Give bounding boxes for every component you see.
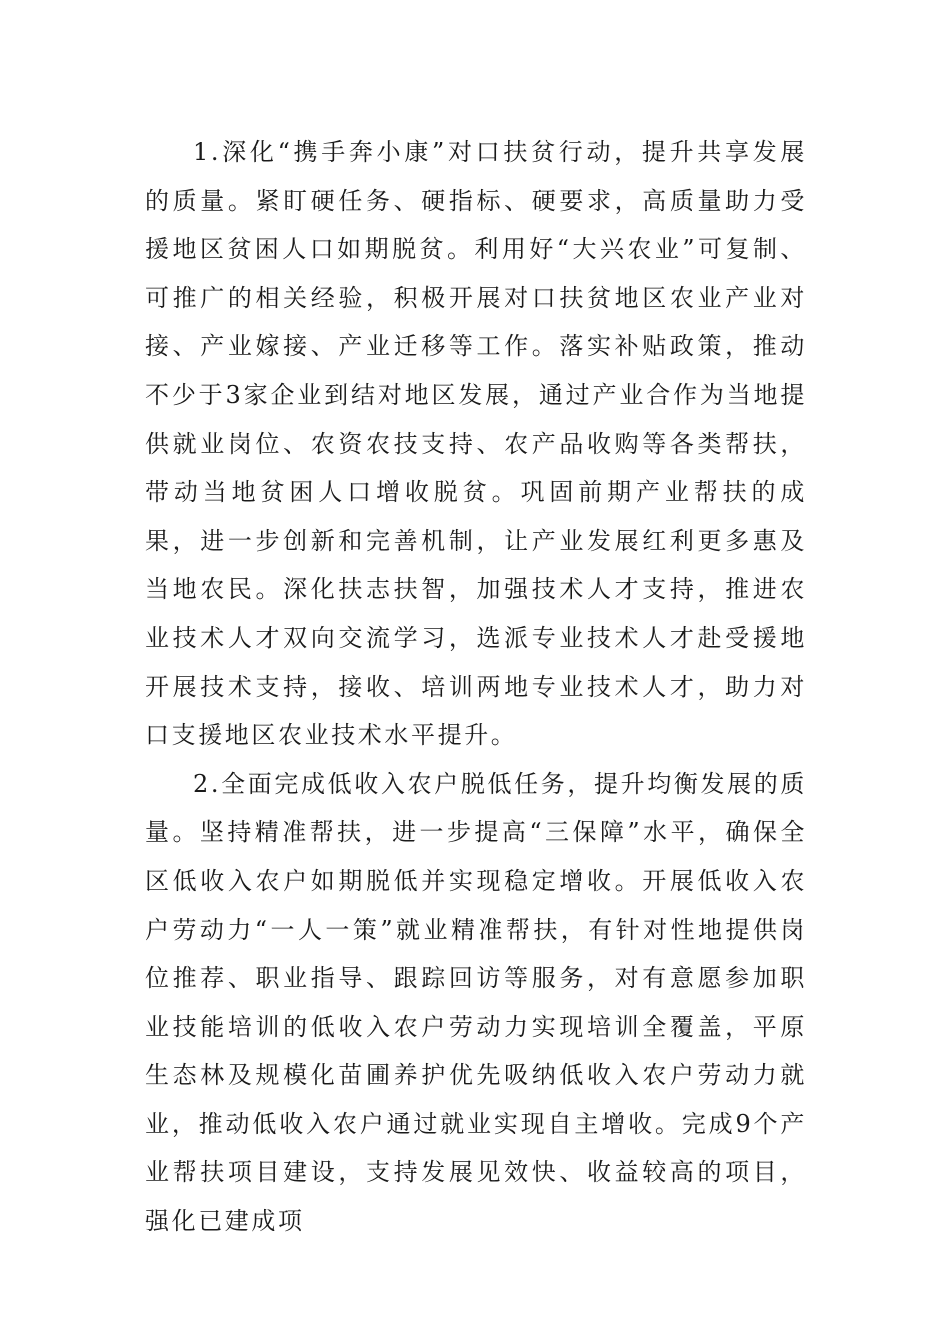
paragraph-2: 2.全面完成低收入农户脱低任务，提升均衡发展的质量。坚持精准帮扶，进一步提高“三保障”水平，确保全区低收入农户如期脱低并实现稳定增收。开展低收入农户劳动力“一人一策”就业精准帮扶，有针对性地提供岗位推荐、职业指导、跟踪回访等服务，对有意愿参加职业技能培训的低收入农户劳动力实现培训全覆盖，平原生态林及规模化苗圃养护优先吸纳低收入农户劳动力就业，推动低收入农户通过就业实现自主增收。完成9个产业帮扶项目建设，支持发展见效快、收益较高的项目，强化已建成项: [145, 769, 807, 1236]
document-body: [145, 128, 807, 1246]
paragraph-1: 1.深化“携手奔小康”对口扶贫行动，提升共享发展的质量。紧盯硬任务、硬指标、硬要求，高质量助力受援地区贫困人口如期脱贫。利用好“大兴农业”可复制、可推广的相关经验，积极开展对口扶贫地区农业产业对接、产业嫁接、产业迁移等工作。落实补贴政策，推动不少于3家企业到结对地区发展，通过产业合作为当地提供就业岗位、农资农技支持、农产品收购等各类帮扶，带动当地贫困人口增收脱贫。巩固前期产业帮扶的成果，进一步创新和完善机制，让产业发展红利更多惠及当地农民。深化扶志扶智，加强技术人才支持，推进农业技术人才双向交流学习，选派专业技术人才赴受援地开展技术支持，接收、培训两地专业技术人才，助力对口支援地区农业技术水平提升。: [145, 138, 807, 750]
